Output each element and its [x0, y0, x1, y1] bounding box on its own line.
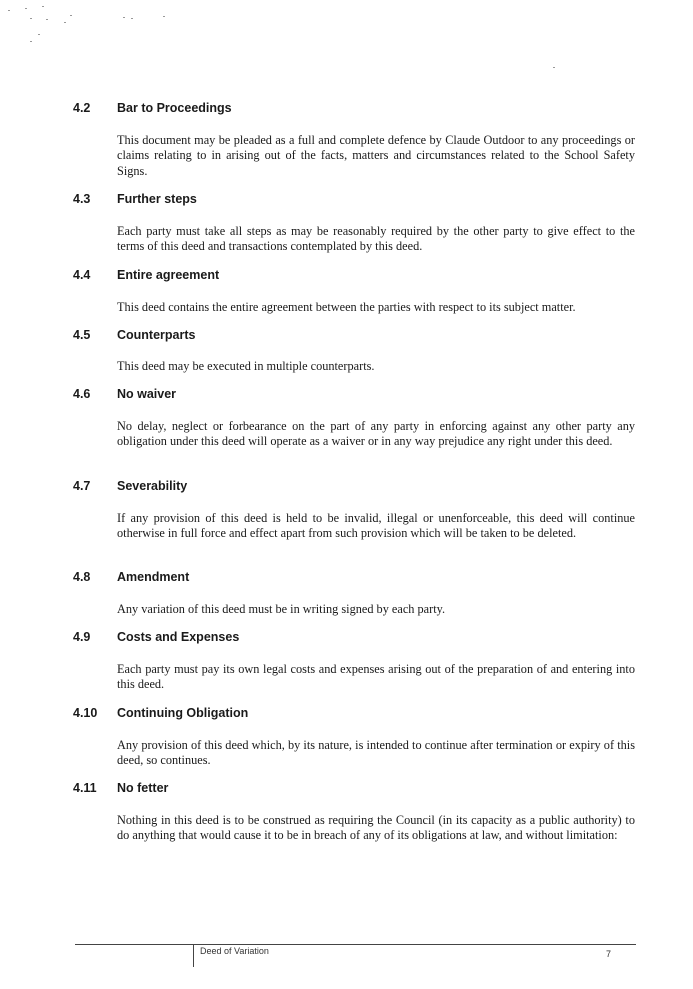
clause-number: 4.11: [73, 781, 97, 795]
scan-speck: [30, 41, 32, 42]
clause-text: Each party must take all steps as may be reasonably required by the other party to give effect to the terms of this deed and transactions contemplated by this deed.: [117, 224, 635, 254]
scan-speck: [163, 16, 165, 17]
clause-text: This deed contains the entire agreement between the parties with respect to its subject matter.: [117, 300, 576, 314]
clause-heading: Further steps: [117, 192, 197, 206]
clause-number: 4.4: [73, 268, 91, 282]
scan-speck: [30, 18, 32, 19]
clause-heading: Counterparts: [117, 328, 196, 342]
footer-page-number: 7: [606, 949, 612, 959]
footer-divider: [193, 944, 194, 967]
clause-text: No delay, neglect or forbearance on the part of any party in enforcing against any other party any obligation under this deed will operate as a waiver or in any way prejudice any right under this deed.: [117, 419, 635, 449]
scan-speck: [46, 19, 48, 20]
clause-number: 4.6: [73, 387, 91, 401]
scan-speck: [553, 67, 555, 68]
clause-heading: Severability: [117, 479, 188, 493]
scan-speck: [8, 10, 10, 11]
scan-speck: [42, 6, 44, 7]
scan-speck: [25, 8, 27, 9]
scan-speck: [131, 18, 133, 19]
scan-speck: [38, 34, 40, 35]
clause-number: 4.3: [73, 192, 91, 206]
clause-text: Nothing in this deed is to be construed as requiring the Council (in its capacity as a public authority) to do anything that would cause it to be in breach of any of its obligations at law, and without limitation:: [117, 813, 635, 843]
clause-number: 4.5: [73, 328, 91, 342]
clause-number: 4.8: [73, 570, 91, 584]
clause-heading: No waiver: [117, 387, 177, 401]
clause-number: 4.2: [73, 101, 91, 115]
footer-rule-left: [75, 944, 193, 945]
clause-text: Any variation of this deed must be in writing signed by each party.: [117, 602, 446, 616]
clause-heading: Entire agreement: [117, 268, 220, 282]
scan-speck: [64, 22, 66, 23]
scan-speck: [70, 15, 72, 16]
clause-heading: Amendment: [117, 570, 190, 584]
clause-text: Any provision of this deed which, by its nature, is intended to continue after termination or expiry of this deed, so continues.: [117, 738, 635, 768]
footer-rule-right: [194, 944, 636, 945]
clause-number: 4.10: [73, 706, 98, 720]
clause-heading: Continuing Obligation: [117, 706, 249, 720]
clause-text: This deed may be executed in multiple counterparts.: [117, 359, 375, 373]
clause-text: This document may be pleaded as a full and complete defence by Claude Outdoor to any proceedings or claims relating to in arising out of the facts, matters and circumstances related to the School Safety Signs.: [117, 133, 635, 178]
clause-heading: Costs and Expenses: [117, 630, 240, 644]
clause-text: If any provision of this deed is held to be invalid, illegal or unenforceable, this deed will continue otherwise in full force and effect apart from such provision which will be taken to be deleted.: [117, 511, 635, 541]
clause-text: Each party must pay its own legal costs and expenses arising out of the preparation of and entering into this deed.: [117, 662, 635, 692]
clause-number: 4.9: [73, 630, 91, 644]
scan-speck: [123, 17, 125, 18]
clause-number: 4.7: [73, 479, 91, 493]
clause-heading: Bar to Proceedings: [117, 101, 232, 115]
footer-document-title: Deed of Variation: [200, 946, 269, 956]
clause-heading: No fetter: [117, 781, 169, 795]
